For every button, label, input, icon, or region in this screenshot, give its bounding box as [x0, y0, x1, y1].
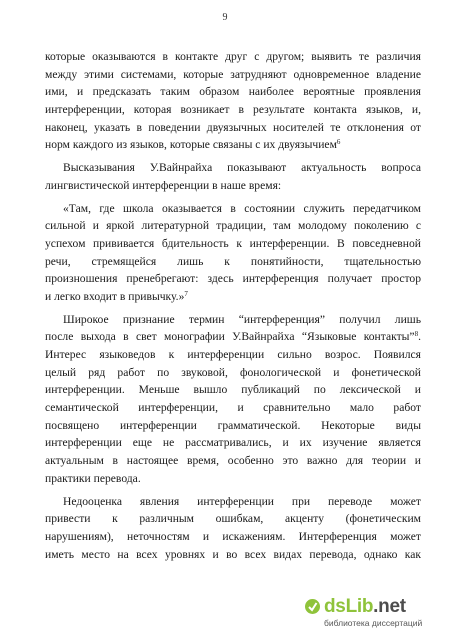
- text-line: [45, 136, 421, 154]
- text-line: произношения пренебрегают: здесь интерференция получает простор: [45, 272, 421, 286]
- dslib-logo-icon: [304, 598, 321, 615]
- text-line: которые оказываются в контакте друг с другом; выявить те различия: [45, 50, 421, 63]
- text-line: семантической интерференции, и сравнительно мало работ: [45, 401, 421, 415]
- text-line: целый ряд работ по звуковой, фонологической и фонетической: [45, 365, 421, 379]
- text-line-content: после выхода в свет монографии У.Вайнрайха “Языковые контакты”: [45, 330, 415, 344]
- text-line: после выхода в свет монографии У.Вайнрайха “Языковые контакты”$^8$.: [45, 330, 421, 344]
- paragraph: [45, 493, 421, 564]
- text-line: [45, 288, 421, 306]
- text-line: Высказывания У.Вайнрайха показывают актуальность вопроса: [63, 161, 421, 175]
- text-line: интерференции. Меньше вышло публикаций по лексической и: [45, 383, 421, 397]
- text-line: иметь место на всех уровнях и во всех видах перевода, однако как: [45, 547, 421, 561]
- footnote-marker: 6: [336, 138, 341, 147]
- text-line: нарушениям), неточностям и искажениям. Интерференция может: [45, 529, 421, 543]
- text-line: «Там, где школа оказывается в состоянии служить передатчиком: [63, 201, 421, 215]
- footnote-marker: 8: [414, 330, 419, 339]
- text-line: лингвистической интерференции в наше время:: [45, 178, 282, 192]
- text-line: посвящено интерференции грамматической. Некоторые виды: [45, 418, 421, 432]
- logo-tld: .net: [373, 596, 406, 617]
- text-line: между этими системами, которые затрудняют одновременное владение: [45, 67, 421, 81]
- text-line: интерференции еще не рассматривались, и их изучение является: [45, 436, 421, 450]
- text-line: сильной и яркой литературной традиции, там молодому поколению с: [45, 219, 421, 233]
- logo-main: dsLib: [324, 596, 374, 617]
- text-line: Интерес языковедов к интерференции сильно возрос. Появился: [45, 348, 421, 361]
- footnote-marker: 7: [184, 289, 188, 298]
- text-line: Широкое признание термин “интерференция” получил лишь: [63, 312, 421, 326]
- body-text: [45, 48, 421, 563]
- text-line: успехом прививается бдительность к интерференции. В повседневной: [45, 236, 421, 250]
- paragraph: [45, 159, 421, 194]
- dslib-logo-text: [324, 596, 406, 618]
- paragraph: [45, 48, 421, 154]
- text-line: Недооценка явления интерференции при переводе может: [63, 494, 421, 508]
- dslib-watermark[interactable]: [324, 596, 442, 630]
- text-line: наконец, указать в поведении двуязычных носителей те отклонения от: [45, 120, 421, 134]
- text-line: ими, и предсказать таким образом наиболее вероятные проявления: [45, 85, 421, 99]
- text-line-content: и легко входит в привычку.»: [45, 289, 185, 303]
- text-line: интерференции, которая возникает в результате контакта языков, и,: [45, 103, 421, 117]
- text-line: актуальным в настоящее время, особенно это важно для теории и: [45, 454, 421, 468]
- text-line-content: норм каждого из языков, которые связаны с их двуязычием: [45, 138, 337, 152]
- quote-paragraph: [45, 200, 421, 306]
- text-line: практики перевода.: [45, 471, 141, 485]
- page-number: 9: [222, 12, 228, 23]
- text-line: привести к различным ошибкам, акценту (фонетическим: [45, 512, 421, 526]
- paragraph: [45, 311, 421, 488]
- dslib-subtitle: библиотека диссертаций: [324, 618, 423, 628]
- text-line: речи, стремящейся лишь к понятийности, тщательностью: [45, 254, 421, 268]
